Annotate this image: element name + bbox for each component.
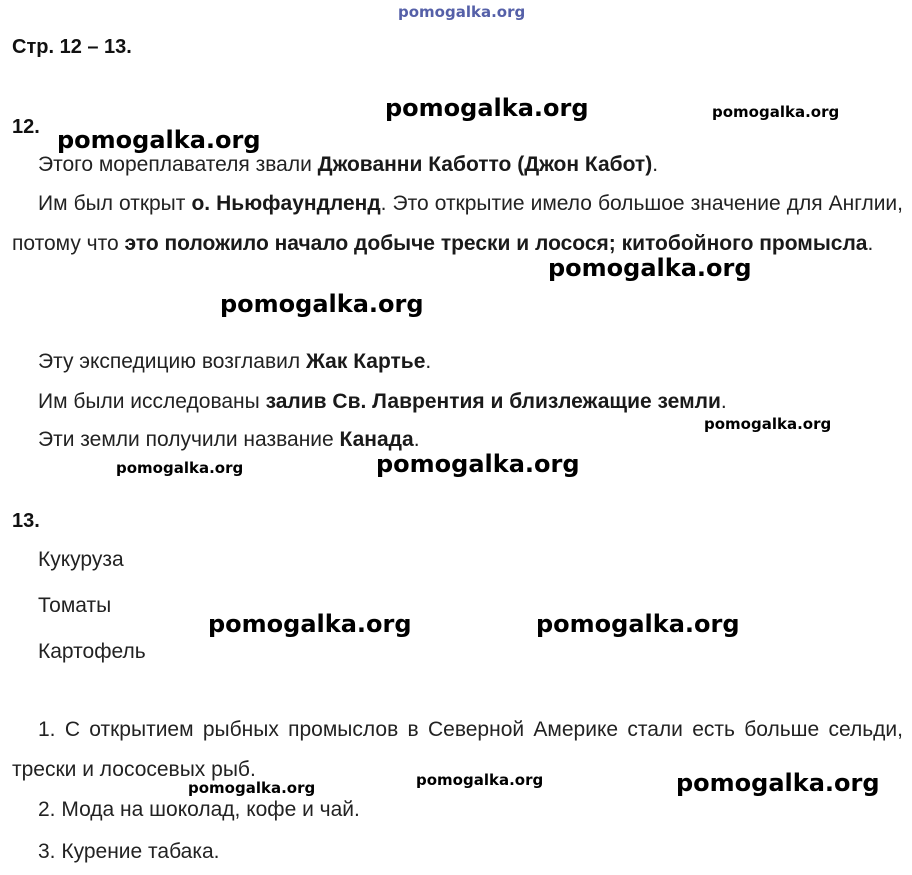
watermark: pomogalka.org [116,459,244,477]
section-12-paragraph-2: Им был открыт о. Ньюфаундленд. Это открытие имело большое значение для Англии, потому что это положило начало добыче трески и лосося; китобойного промысла. [12,192,903,255]
section-12-number: 12. [12,116,40,138]
consequence-point: 3. Курение табака. [38,840,220,863]
page-heading: Стр. 12 – 13. [12,36,132,58]
watermark: pomogalka.org [712,103,840,121]
watermark: pomogalka.org [188,779,316,797]
watermark: pomogalka.org [385,94,589,122]
section-12-paragraph-1: Этого мореплавателя звали Джованни Каботто (Джон Кабот). [38,153,659,176]
consequence-point: 2. Мода на шоколад, кофе и чай. [38,798,360,821]
section-12-paragraph-5: Эти земли получили название Канада. [38,428,420,451]
watermark: pomogalka.org [676,769,880,797]
crop-item: Картофель [38,640,146,663]
watermark: pomogalka.org [416,771,544,789]
section-12-paragraph-3: Эту экспедицию возглавил Жак Картье. [38,350,432,373]
section-13-number: 13. [12,510,40,532]
watermark: pomogalka.org [548,254,752,282]
watermark: pomogalka.org [704,415,832,433]
watermark: pomogalka.org [57,126,261,154]
crop-item: Кукуруза [38,548,124,571]
section-12-paragraph-4: Им были исследованы залив Св. Лаврентия и близлежащие земли. [38,390,727,413]
watermark: pomogalka.org [208,610,412,638]
watermark: pomogalka.org [220,290,424,318]
watermark: pomogalka.org [376,450,580,478]
watermark: pomogalka.org [536,610,740,638]
top-watermark: pomogalka.org [398,3,526,21]
crop-item: Томаты [38,594,112,617]
consequence-point: 1. С открытием рыбных промыслов в Северной Америке стали есть больше сельди, трески и лососевых рыб. [12,718,903,781]
